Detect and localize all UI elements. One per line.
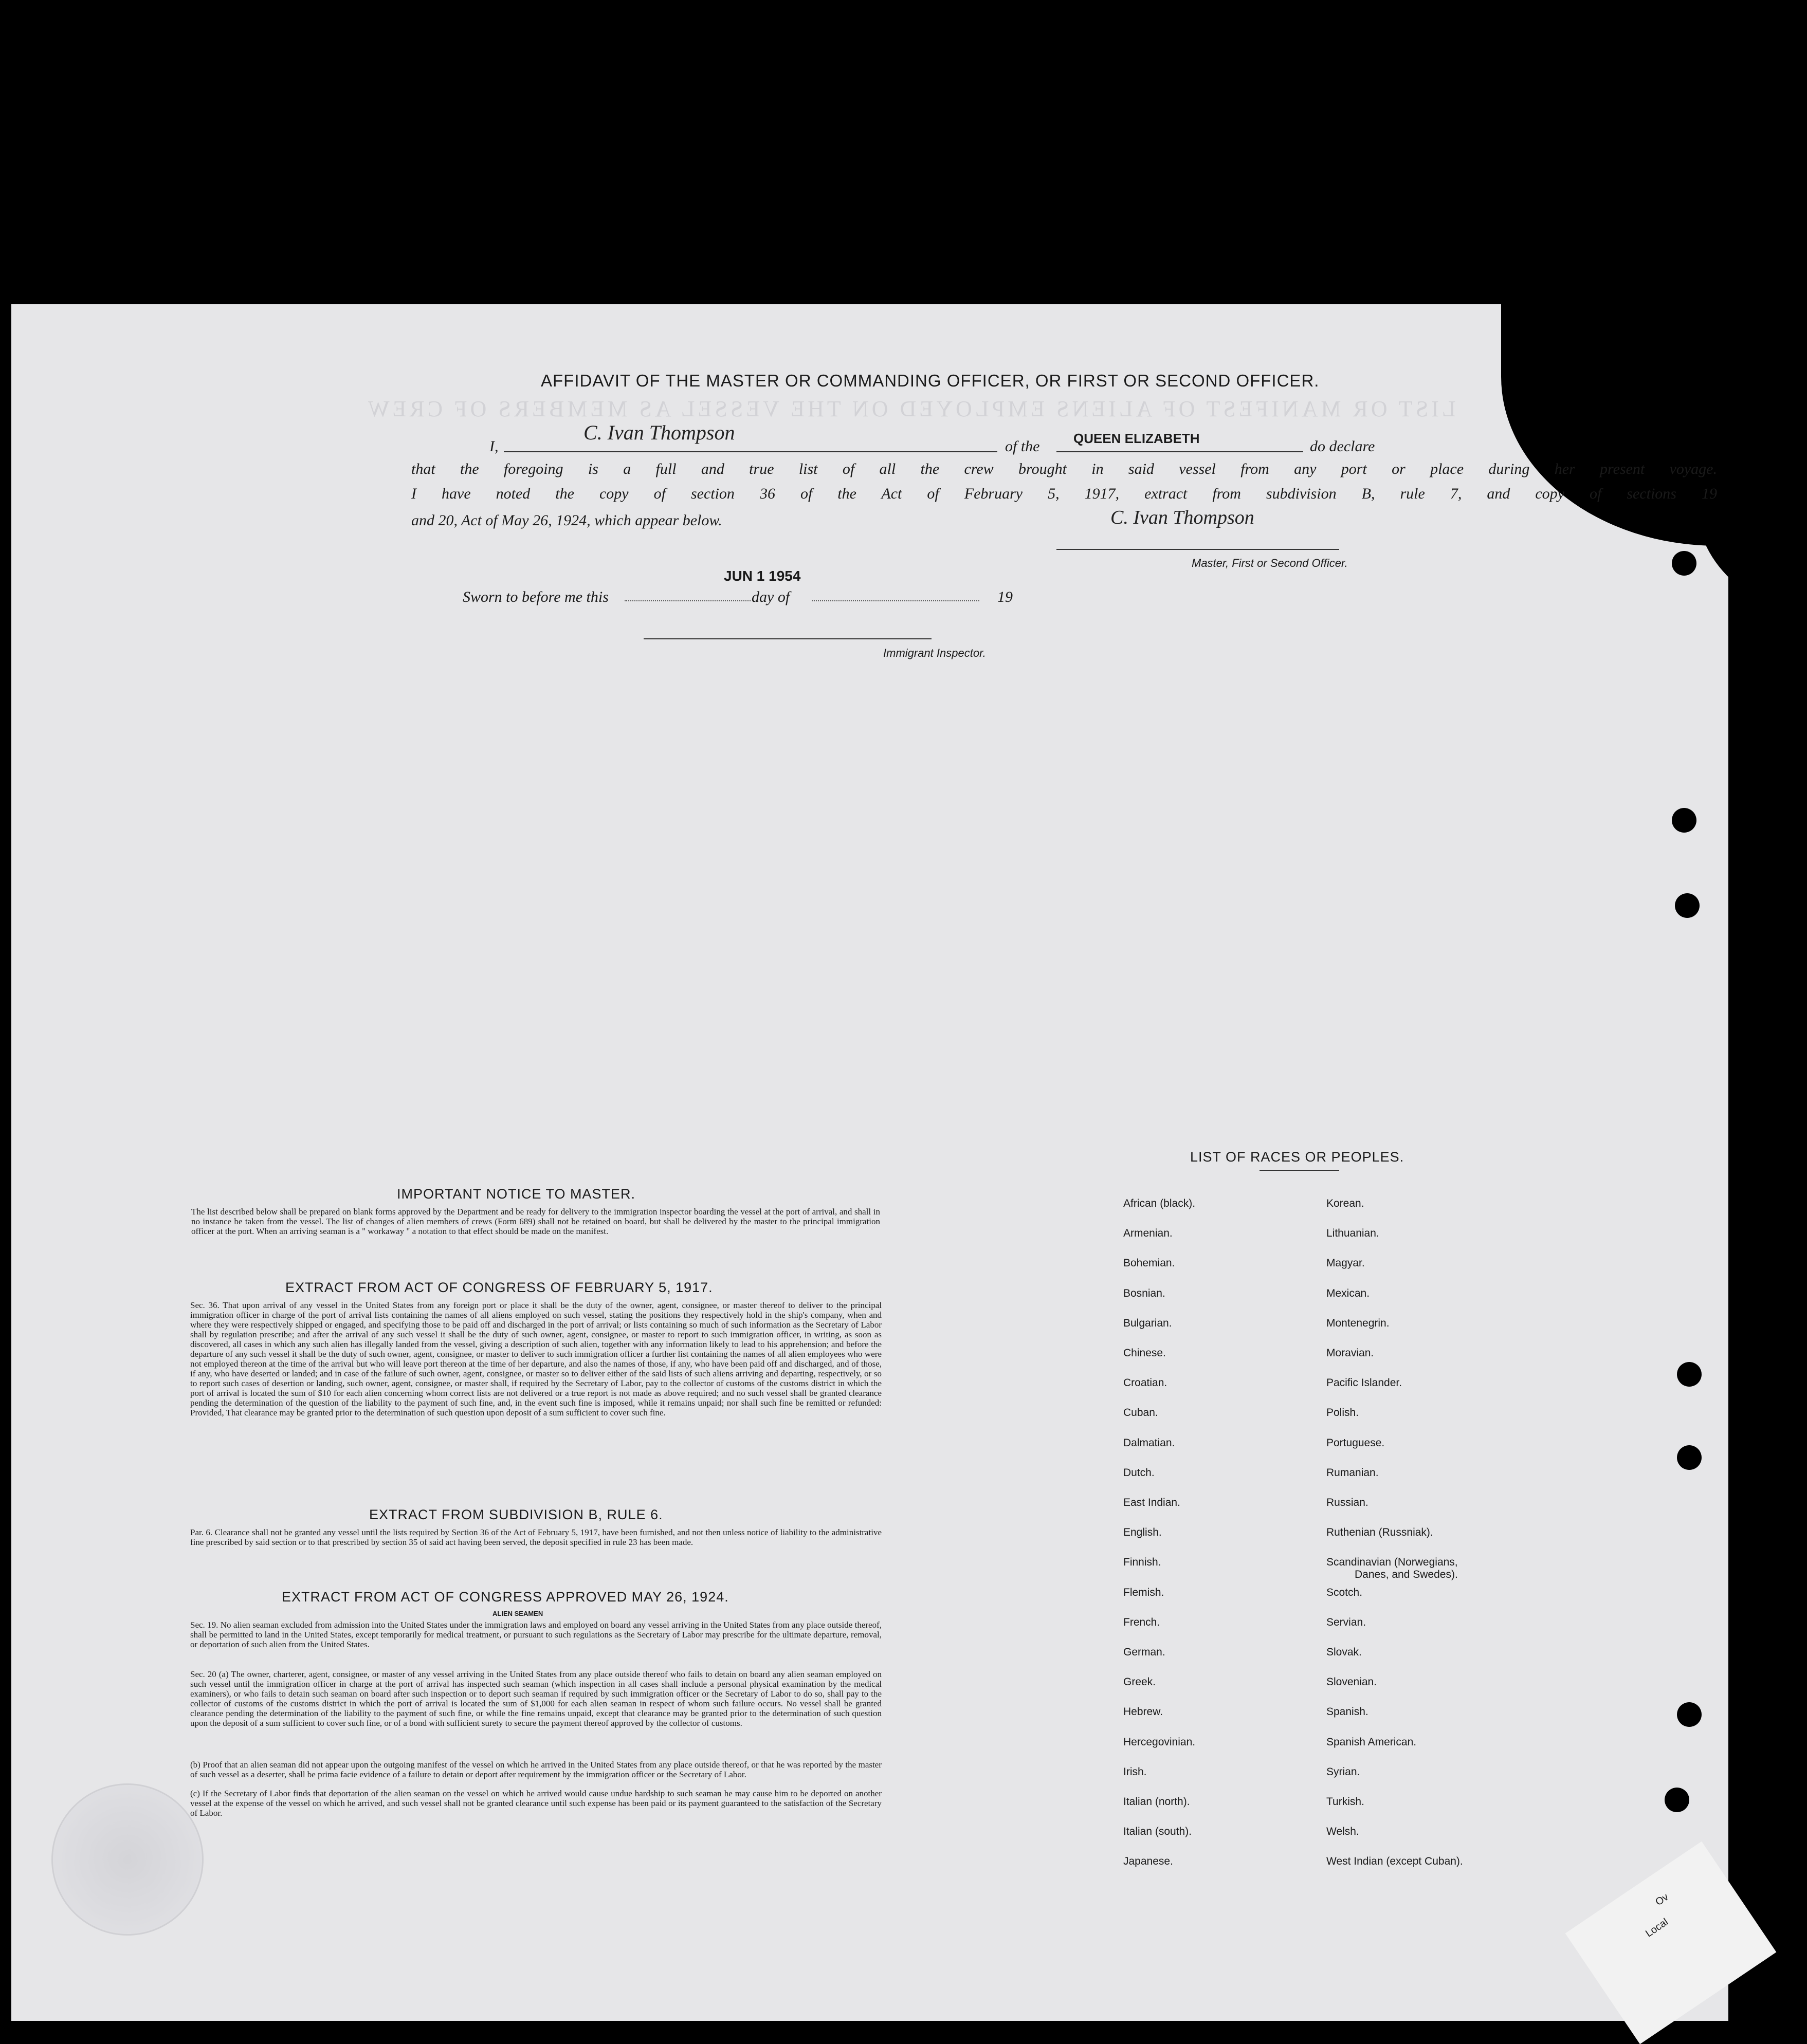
race-item: Korean.: [1326, 1198, 1364, 1209]
race-item: West Indian (except Cuban).: [1326, 1855, 1463, 1867]
race-item: Hebrew.: [1123, 1706, 1163, 1718]
race-item: Bohemian.: [1123, 1257, 1175, 1269]
race-item: Scotch.: [1326, 1587, 1363, 1598]
race-item: East Indian.: [1123, 1497, 1180, 1508]
do-declare-text: do declare: [1310, 438, 1375, 455]
sec-20b-text: (b) Proof that an alien seaman did not appear upon the outgoing manifest of the vessel on which he arrived in the United States from any place outside thereof, or that he was reported by the master of such vessel as a deserter, shall be prima facie evidence of a failure to detain or deport after requirement by the immigration officer or the Secretary of Labor.: [190, 1760, 882, 1779]
race-item: German.: [1123, 1646, 1165, 1658]
race-item: Hercegovinian.: [1123, 1736, 1196, 1748]
race-item: Slovenian.: [1326, 1676, 1377, 1688]
subdivision-text: Par. 6. Clearance shall not be granted any vessel until the lists required by Section 36 of the Act of February 5, 1917, have been furnished, and not then unless notice of liability to the administrative fine prescribed by said section or to that prescribed by section 35 of said act having been served, the deposit specified in rule 23 has been made.: [190, 1527, 882, 1547]
race-item: Croatian.: [1123, 1377, 1167, 1389]
sec-19-text: Sec. 19. No alien seaman excluded from admission into the United States under the immigration laws and employed on board any vessel arriving in the United States from any place outside thereof, shall be permitted to land in the United States, except temporarily for medical treatment, or pursuant to such regulations as the Secretary of Labor may prescribe for the ultimate departure, removal, or deportation of such alien from the United States.: [190, 1620, 882, 1649]
corner-tag-line1: Ov: [1653, 1891, 1671, 1908]
race-item: Moravian.: [1326, 1347, 1374, 1359]
alien-seamen-subtitle: ALIEN SEAMEN: [492, 1610, 543, 1617]
sworn-day-label: day of: [752, 588, 790, 605]
notice-title: IMPORTANT NOTICE TO MASTER.: [397, 1186, 636, 1202]
race-item: Dalmatian.: [1123, 1437, 1175, 1449]
race-item: Bulgarian.: [1123, 1317, 1172, 1329]
races-title: LIST OF RACES OR PEOPLES.: [1190, 1149, 1404, 1165]
sec-20a-text: Sec. 20 (a) The owner, charterer, agent, consignee, or master of any vessel arriving in the United States from any place outside thereof who fails to detain on board any alien seaman employed on such vessel until the immigration officer in charge at the port of arrival has inspected such seaman (which inspection in all cases shall include a personal physical examination by the medical examiners), or who fails to detain such seaman on board after such inspection or to deport such seaman if required by such immigration officer or the Secretary of Labor to do so, shall pay to the collector of customs of the customs district in which the port of arrival is located the sum of $1,000 for each alien seaman in respect of whom such failure occurs. No vessel shall be granted clearance pending the determination of the liability to the payment of such fine, or while the fine remains unpaid, except that clearance may be granted prior to the determination of such question upon the deposit of a sum sufficient to cover such fine, or of a bond with sufficient surety to secure the payment thereof approved by the collector of customs.: [190, 1669, 882, 1728]
race-item: Ruthenian (Russniak).: [1326, 1526, 1433, 1538]
signer-title: Master, First or Second Officer.: [1192, 557, 1348, 569]
date-stamp: JUN 1 1954: [724, 568, 801, 584]
extract-1917-title: EXTRACT FROM ACT OF CONGRESS OF FEBRUARY 5, 1917.: [285, 1280, 713, 1295]
race-item: Syrian.: [1326, 1766, 1360, 1778]
race-item: Turkish.: [1326, 1796, 1364, 1808]
race-item: Armenian.: [1123, 1227, 1173, 1239]
bleed-through-text: LIST OR MANIFEST OF ALIENS EMPLOYED ON THE VESSEL AS MEMBERS OF CREW: [365, 396, 1456, 421]
sec-20c-text: (c) If the Secretary of Labor finds that deportation of the alien seaman on the vessel on which he arrived would cause undue hardship to such seaman he may cause him to be deported on another vessel at the expense of the vessel on which he arrived, and such vessel shall not be granted clearance until such expense has been paid or its payment guaranteed to the satisfaction of the Secretary of Labor.: [190, 1789, 882, 1818]
race-item: Mexican.: [1326, 1287, 1370, 1299]
corner-tag-line2: Local: [1644, 1916, 1671, 1940]
binder-hole: [1677, 1362, 1702, 1387]
race-item: Pacific Islander.: [1326, 1377, 1402, 1389]
notice-text: The list described below shall be prepared on blank forms approved by the Department and be ready for delivery to the immigration inspector boarding the vessel at the port of arrival, and shall in no instance be taken from the vessel. The list of changes of alien members of crews (Form 689) shall not be retained on board, but shall be delivered by the master to the principal immigration officer at the port. When an arriving seaman is a " workaway " a notation to that effect should be made on the manifest.: [191, 1207, 880, 1236]
race-item: Japanese.: [1123, 1855, 1173, 1867]
affidavit-title: AFFIDAVIT OF THE MASTER OR COMMANDING OFFICER, OR FIRST OR SECOND OFFICER.: [541, 371, 1320, 390]
subdivision-title: EXTRACT FROM SUBDIVISION B, RULE 6.: [369, 1507, 663, 1522]
master-signature: C. Ivan Thompson: [583, 421, 735, 444]
affidavit-line2: that the foregoing is a full and true list of all the crew brought in said vessel from any port or place during her present voyage.: [411, 461, 1717, 477]
race-item: Italian (south).: [1123, 1826, 1192, 1837]
affidavit-line4: and 20, Act of May 26, 1924, which appear below.: [411, 512, 722, 529]
race-item: Polish.: [1326, 1407, 1359, 1419]
race-item: Spanish American.: [1326, 1736, 1417, 1748]
race-item: Servian.: [1326, 1616, 1366, 1628]
extract-1924-title: EXTRACT FROM ACT OF CONGRESS APPROVED MAY 26, 1924.: [282, 1589, 729, 1605]
race-item: African (black).: [1123, 1198, 1196, 1209]
binder-hole: [1675, 893, 1700, 918]
race-item: French.: [1123, 1616, 1160, 1628]
binder-hole: [1677, 1702, 1702, 1727]
race-item: Italian (north).: [1123, 1796, 1190, 1808]
race-item: Cuban.: [1123, 1407, 1158, 1419]
race-item: Russian.: [1326, 1497, 1368, 1508]
race-item: Finnish.: [1123, 1556, 1161, 1568]
embossed-seal: [51, 1783, 204, 1936]
name-underline: [504, 451, 997, 452]
race-item: Irish.: [1123, 1766, 1147, 1778]
vessel-name-stamp: QUEEN ELIZABETH: [1073, 431, 1200, 446]
race-item-scandinavian-cont: Danes, and Swedes).: [1355, 1569, 1458, 1580]
binder-hole: [1672, 808, 1696, 833]
sworn-year: 19: [997, 588, 1013, 605]
race-item: Dutch.: [1123, 1467, 1155, 1479]
affidavit-line1-prefix: I,: [489, 438, 499, 455]
signature-underline: [1056, 549, 1339, 550]
race-item: Rumanian.: [1326, 1467, 1379, 1479]
binder-hole: [1665, 1788, 1689, 1812]
race-item: Bosnian.: [1123, 1287, 1165, 1299]
vessel-underline: [1056, 451, 1303, 452]
master-signature-2: C. Ivan Thompson: [1110, 507, 1254, 528]
affidavit-line3: I have noted the copy of section 36 of the Act of February 5, 1917, extract from subdivision B, rule 7, and copy of sections 19: [411, 485, 1717, 502]
race-item: Greek.: [1123, 1676, 1156, 1688]
binder-hole: [1677, 1445, 1702, 1470]
inspector-signature-line: [644, 638, 932, 639]
sworn-day-line: [625, 600, 751, 601]
race-item: Slovak.: [1326, 1646, 1362, 1658]
sworn-prefix: Sworn to before me this: [463, 588, 609, 605]
race-item: Welsh.: [1326, 1826, 1359, 1837]
of-the-text: of the: [1005, 438, 1040, 455]
binder-hole: [1672, 551, 1696, 576]
race-item: English.: [1123, 1526, 1162, 1538]
extract-1917-text: Sec. 36. That upon arrival of any vessel in the United States from any foreign port or place it shall be the duty of the owner, agent, consignee, or master thereof to deliver to the principal immigration officer in charge of the port of arrival lists containing the names of all aliens employed on such vessel, stating the positions they respectively hold in the ship's company, when and where they were respectively shipped or engaged, and specifying those to be paid off and discharged in the port of arrival; or lists containing so much of such information as the Secretary of Labor shall by regulation prescribe; and after the arrival of any such vessel it shall be the duty of such owner, agent, consignee, or master to report to such immigration officer, in writing, as soon as discovered, all cases in which any such alien has illegally landed from the vessel, giving a description of such alien, together with any information likely to lead to his apprehension; and before the departure of any such vessel it shall be the duty of such owner, agent, consignee, or master to deliver to such immigration officer a further list containing the names of all alien employees who were not employed thereon at the time of the arrival but who will leave port thereon at the time of her departure, and also the names of those, if any, who have been paid off and discharged, and of those, if any, who have deserted or landed; and in case of the failure of such owner, agent, consignee, or master so to deliver either of the said lists of such aliens arriving and departing, respectively, or so to report such cases of desertion or landing, such owner, agent, consignee, or master shall, if required by the Secretary of Labor, pay to the collector of customs of the customs district in which the port of arrival is located the sum of $10 for each alien concerning whom correct lists are not delivered or a true report is not made as above required; and no such vessel shall be granted clearance pending the determination of the question of the liability to the payment of such fine, and, in the event such fine is imposed, while it remains unpaid; nor shall such fine be remitted or refunded: Provided, That clearance may be granted prior to the determination of such question upon deposit of a sum sufficient to cover such fine.: [190, 1300, 882, 1417]
races-title-underline: [1260, 1170, 1339, 1171]
race-item: Scandinavian (Norwegians,: [1326, 1556, 1458, 1568]
race-item: Magyar.: [1326, 1257, 1365, 1269]
race-item: Spanish.: [1326, 1706, 1368, 1718]
race-item: Portuguese.: [1326, 1437, 1385, 1449]
race-item: Chinese.: [1123, 1347, 1166, 1359]
inspector-label: Immigrant Inspector.: [883, 647, 986, 659]
race-item: Montenegrin.: [1326, 1317, 1390, 1329]
race-item: Flemish.: [1123, 1587, 1164, 1598]
sworn-month-line: [812, 600, 979, 601]
race-item: Lithuanian.: [1326, 1227, 1379, 1239]
